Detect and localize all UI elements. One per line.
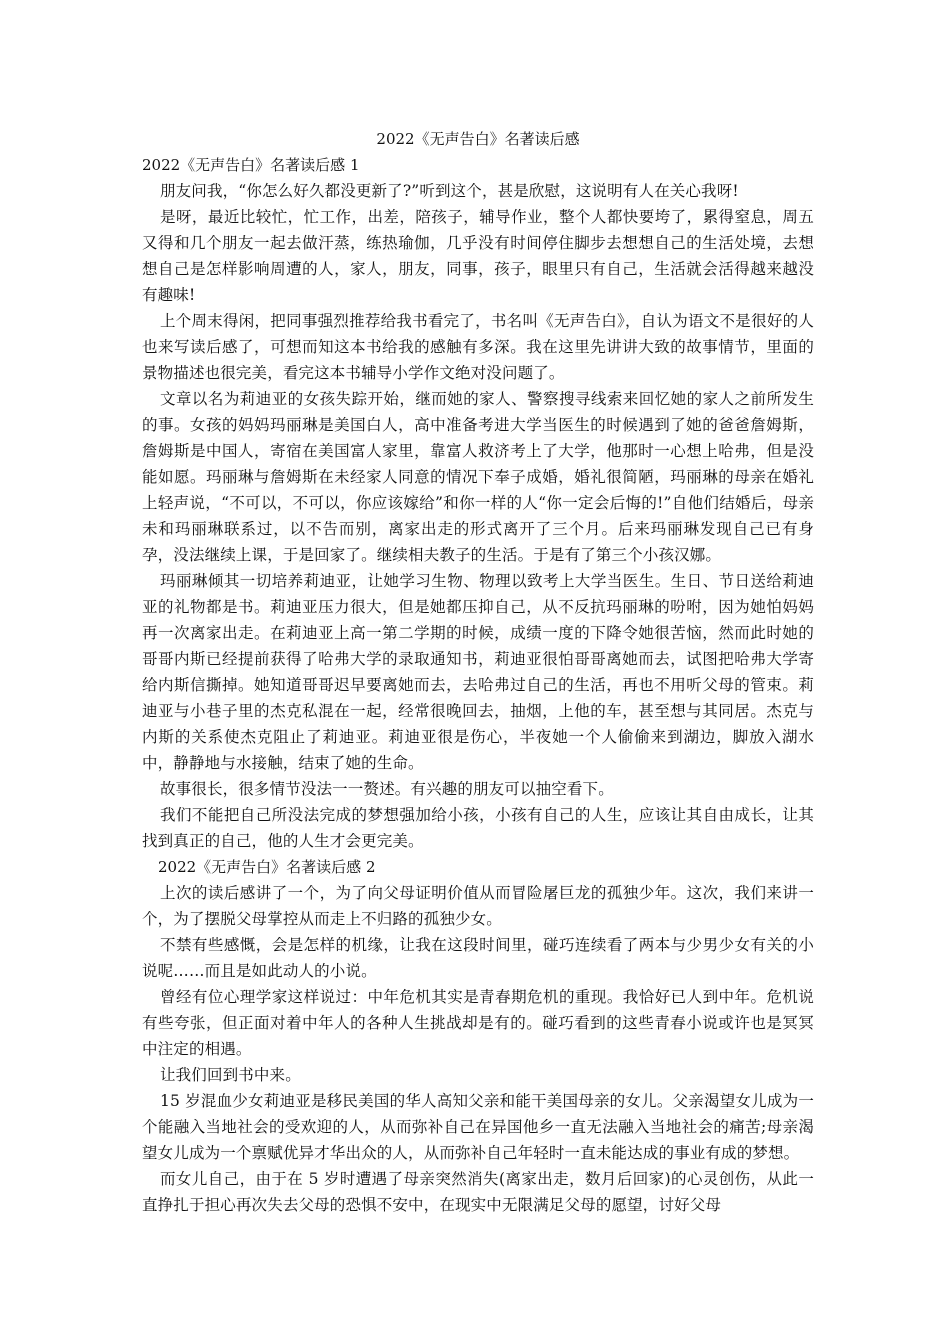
section-2-heading: 2022《无声告白》名著读后感 2 <box>158 858 376 876</box>
paragraph: 上次的读后感讲了一个，为了向父母证明价值从而冒险屠巨龙的孤独少年。这次，我们来讲一个，为了摆脱父母掌控从而走上不归路的孤独少女。 <box>142 884 814 928</box>
paragraph: 是呀，最近比较忙，忙工作，出差，陪孩子，辅导作业，整个人都快要垮了，累得窒息，周五又得和几个朋友一起去做汗蒸，练热瑜伽，几乎没有时间停住脚步去想想自己的生活处境，去想想自己是怎样影响周遭的人，家人，朋友，同事，孩子，眼里只有自己，生活就会活得越来越没有趣味! <box>142 208 814 304</box>
paragraph: 不禁有些感慨，会是怎样的机缘，让我在这段时间里，碰巧连续看了两本与少男少女有关的小说呢……而且是如此动人的小说。 <box>142 936 814 980</box>
document-title: 2022《无声告白》名著读后感 <box>376 130 580 148</box>
paragraph: 上个周末得闲，把同事强烈推荐给我书看完了，书名叫《无声告白》，自认为语文不是很好的人也来写读后感了，可想而知这本书给我的感触有多深。我在这里先讲讲大致的故事情节，里面的景物描述也很完美，看完这本书辅导小学作文绝对没问题了。 <box>142 312 814 382</box>
paragraph: 玛丽琳倾其一切培养莉迪亚，让她学习生物、物理以致考上大学当医生。生日、节日送给莉迪亚的礼物都是书。莉迪亚压力很大，但是她都压抑自己，从不反抗玛丽琳的吩咐，因为她怕妈妈再一次离家出走。在莉迪亚上高一第二学期的时候，成绩一度的下降令她很苦恼，然而此时她的哥哥内斯已经提前获得了哈弗大学的录取通知书，莉迪亚很怕哥哥离她而去，试图把哈弗大学寄给内斯信撕掉。她知道哥哥迟早要离她而去，去哈弗过自己的生活，再也不用听父母的管束。莉迪亚与小巷子里的杰克私混在一起，经常很晚回去，抽烟，上他的车，甚至想与其同居。杰克与内斯的关系使杰克阻止了莉迪亚。莉迪亚很是伤心，半夜她一个人偷偷来到湖边，脚放入湖水中，静静地与水接触，结束了她的生命。 <box>142 572 814 772</box>
paragraph: 曾经有位心理学家这样说过：中年危机其实是青春期危机的重现。我恰好已人到中年。危机说有些夸张，但正面对着中年人的各种人生挑战却是有的。碰巧看到的这些青春小说或许也是冥冥中注定的相遇。 <box>142 988 814 1058</box>
paragraph: 而女儿自己，由于在 5 岁时遭遇了母亲突然消失(离家出走，数月后回家)的心灵创伤，从此一直挣扎于担心再次失去父母的恐惧不安中，在现实中无限满足父母的愿望，讨好父母 <box>142 1170 814 1214</box>
document-page <box>142 126 814 1218</box>
paragraph: 我们不能把自己所没法完成的梦想强加给小孩，小孩有自己的人生，应该让其自由成长，让其找到真正的自己，他的人生才会更完美。 <box>142 806 814 850</box>
paragraph: 故事很长，很多情节没法一一赘述。有兴趣的朋友可以抽空看下。 <box>160 780 614 798</box>
paragraph: 文章以名为莉迪亚的女孩失踪开始，继而她的家人、警察搜寻线索来回忆她的家人之前所发生的事。女孩的妈妈玛丽琳是美国白人，高中准备考进大学当医生的时候遇到了她的爸爸詹姆斯，詹姆斯是中国人，寄宿在美国富人家里，靠富人救济考上了大学，他那时一心想上哈弗，但是没能如愿。玛丽琳与詹姆斯在未经家人同意的情况下奉子成婚，婚礼很简陋，玛丽琳的母亲在婚礼上轻声说，“不可以，不可以，你应该嫁给”和你一样的人“你一定会后悔的!”自他们结婚后，母亲未和玛丽琳联系过，以不告而别，离家出走的形式离开了三个月。后来玛丽琳发现自己已有身孕，没法继续上课，于是回家了。继续相夫教子的生活。于是有了第三个小孩汉娜。 <box>142 390 814 564</box>
paragraph: 15 岁混血少女莉迪亚是移民美国的华人高知父亲和能干美国母亲的女儿。父亲渴望女儿成为一个能融入当地社会的受欢迎的人，从而弥补自己在异国他乡一直无法融入当地社会的痛苦;母亲渴望女儿成为一个禀赋优异才华出众的人，从而弥补自己年轻时一直未能达成的事业有成的梦想。 <box>142 1092 814 1162</box>
section-1-heading: 2022《无声告白》名著读后感 1 <box>142 156 360 174</box>
paragraph: 朋友问我，“你怎么好久都没更新了?”听到这个，甚是欣慰，这说明有人在关心我呀! <box>160 182 739 200</box>
paragraph: 让我们回到书中来。 <box>160 1066 301 1084</box>
